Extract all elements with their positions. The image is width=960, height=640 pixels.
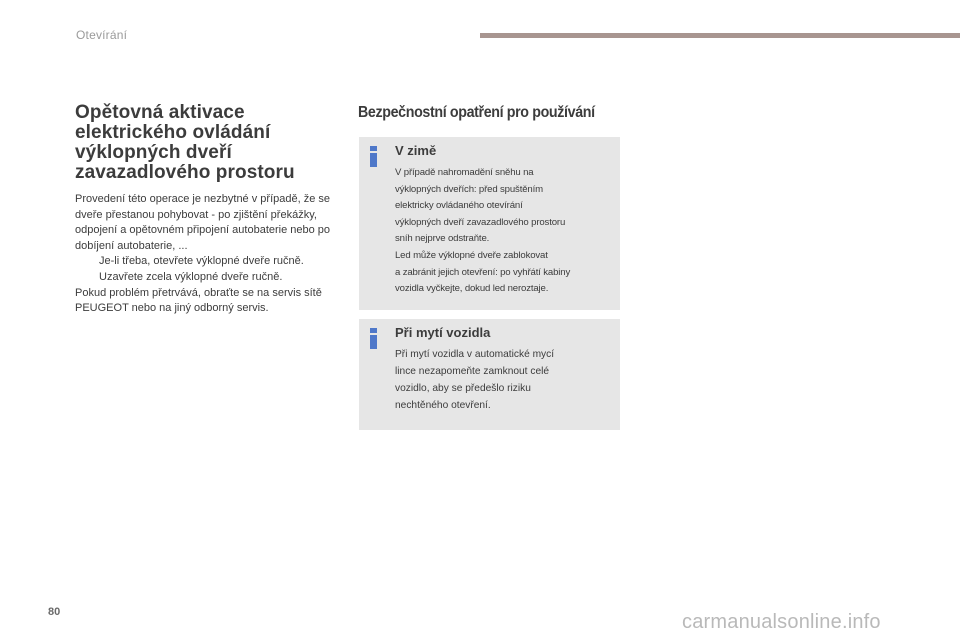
box-line: nechtěného otevření. [395, 400, 491, 411]
main-heading-line: elektrického ovládání [75, 122, 271, 143]
info-icon [370, 328, 378, 349]
list-item [75, 270, 337, 286]
main-heading [75, 103, 337, 183]
box-title: V zimě [395, 143, 437, 158]
section-heading: Bezpečnostní opatření pro používání [358, 104, 595, 121]
box-line: výklopných dveřích: před spuštěním [395, 183, 543, 195]
body-text [75, 192, 337, 317]
box-line: vozidla vyčkejte, dokud led neroztaje. [395, 283, 549, 295]
box-line: Při mytí vozidla v automatické mycí [395, 349, 555, 360]
info-icon-stem [370, 153, 377, 167]
info-icon-dot [370, 146, 377, 151]
box-line: a zabránit jejich otevření: po vyhřátí kabiny [395, 266, 571, 278]
info-icon-stem [370, 335, 377, 349]
box-line: výklopných dveří zavazadlového prostoru [395, 216, 566, 228]
info-icon [370, 146, 378, 167]
info-box-winter [359, 137, 620, 310]
bullet-mark [75, 270, 99, 286]
box-title: Při mytí vozidla [395, 325, 491, 340]
list-item [75, 254, 337, 270]
info-icon-dot [370, 328, 377, 333]
main-heading-line: Opětovná aktivace [75, 102, 245, 123]
intro-paragraph: Provedení této operace je nezbytné v případě, že se dveře přestanou pohybovat - po zjištění překážky, odpojení a opětovném připojení autobaterie nebo po dobíjení autobaterie, ... [75, 193, 331, 252]
bullet-list [75, 254, 337, 285]
box-line: lince nezapomeňte zamknout celé [395, 366, 550, 377]
watermark-link[interactable]: carmanualsonline.info [682, 611, 881, 633]
box-line: V případě nahromadění sněhu na [395, 167, 534, 178]
bullet-text: Uzavřete zcela výklopné dveře ručně. [99, 270, 283, 283]
header-rule [480, 33, 960, 38]
chapter-title: Otevírání [76, 28, 128, 42]
bullet-text: Je-li třeba, otevřete výklopné dveře ručně. [99, 255, 304, 268]
box-line: Led může výklopné dveře zablokovat [395, 249, 548, 261]
main-heading-line: výklopných dveří [75, 142, 232, 163]
bullet-mark [75, 254, 99, 270]
box-line: elektricky ovládaného otevírání [395, 200, 523, 212]
info-box-car-wash [359, 319, 620, 430]
box-line: sníh nejprve odstraňte. [395, 233, 490, 245]
main-heading-line: zavazadlového prostoru [75, 162, 295, 183]
box-text [395, 165, 617, 298]
page-number: 80 [48, 606, 61, 618]
box-text [395, 346, 617, 414]
closing-paragraph: Pokud problém přetrvává, obraťte se na servis sítě PEUGEOT nebo na jiný odborný servis. [75, 286, 322, 315]
left-column [75, 103, 337, 317]
box-line: vozidlo, aby se předešlo riziku [395, 383, 531, 394]
